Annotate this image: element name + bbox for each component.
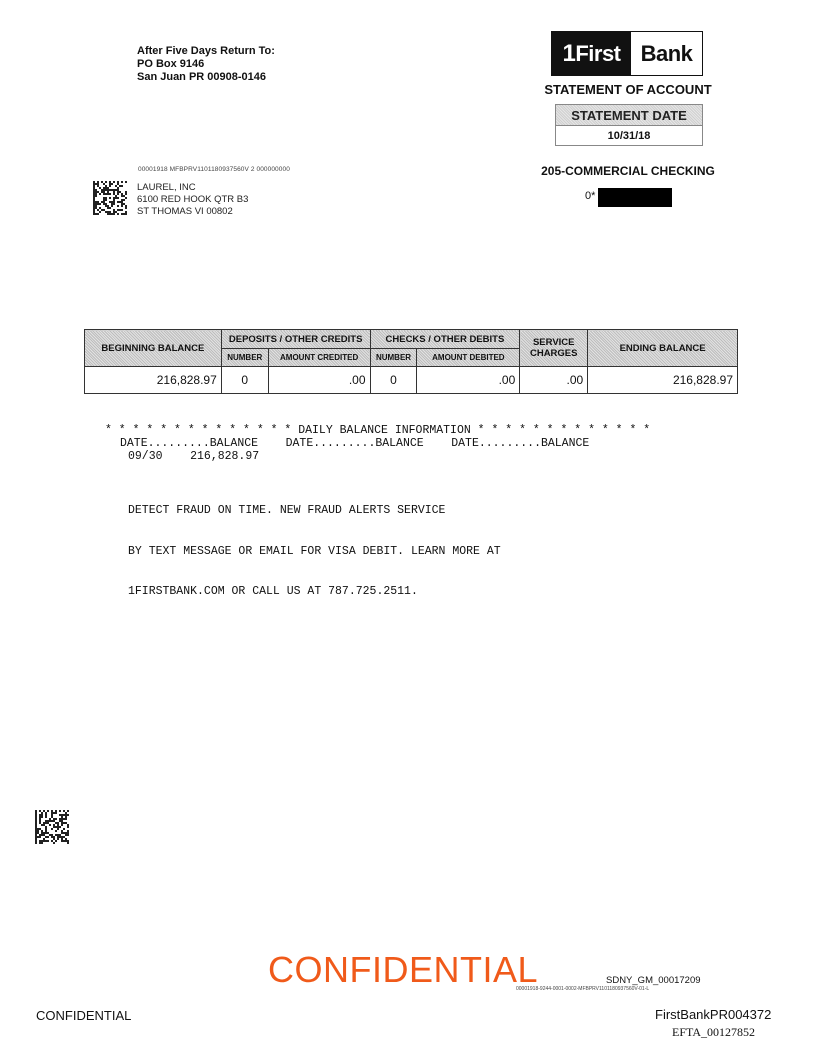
logo-word-first: First <box>575 40 621 66</box>
amount-debited-value: .00 <box>417 367 520 394</box>
statement-date-box <box>555 104 703 146</box>
deposits-number-value: 0 <box>221 367 268 394</box>
notice-line: BY TEXT MESSAGE OR EMAIL FOR VISA DEBIT. LEARN MORE AT <box>128 544 501 558</box>
confidential-stamp: CONFIDENTIAL <box>268 949 539 990</box>
daily-balance-header: DATE.........BALANCE DATE.........BALANCE DATE.........BALANCE <box>120 437 590 450</box>
account-summary-table <box>84 329 738 394</box>
return-address <box>137 45 275 84</box>
notice-line: 1FIRSTBANK.COM OR CALL US AT 787.725.2511. <box>128 585 418 598</box>
header-amount-debited: AMOUNT DEBITED <box>417 349 520 367</box>
checks-number-value: 0 <box>370 367 417 394</box>
bank-bates-number: FirstBankPR004372 <box>655 1007 772 1022</box>
statement-title: STATEMENT OF ACCOUNT <box>544 82 712 97</box>
header-checks-number: NUMBER <box>370 349 417 367</box>
return-address-line: San Juan PR 00908-0146 <box>137 71 267 83</box>
account-type: 205-COMMERCIAL CHECKING <box>541 164 715 178</box>
firstbank-logo <box>551 31 703 76</box>
account-number-redaction <box>598 188 672 207</box>
header-deposits-number: NUMBER <box>221 349 268 367</box>
addressee-city: ST THOMAS VI 00802 <box>137 206 233 217</box>
return-address-line: PO Box 9146 <box>137 58 205 70</box>
addressee-block <box>137 182 248 218</box>
header-beginning-balance: BEGINNING BALANCE <box>85 330 222 367</box>
mail-code: 00001918 MFBPRV1101180937560V 2 000000000 <box>138 166 290 173</box>
header-ending-balance: ENDING BALANCE <box>588 330 738 367</box>
logo-bank-panel <box>631 32 702 75</box>
statement-date-value: 10/31/18 <box>607 130 651 142</box>
logo-numeral: 1 <box>562 39 576 67</box>
addressee-name: LAUREL, INC <box>137 182 196 193</box>
logo-word-bank: Bank <box>640 40 693 66</box>
datamatrix-barcode-icon <box>92 180 128 216</box>
summary-values-row <box>85 367 738 394</box>
return-address-line: After Five Days Return To: <box>137 45 275 57</box>
fraud-alert-notice <box>128 477 501 612</box>
header-deposits: DEPOSITS / OTHER CREDITS <box>221 330 370 349</box>
notice-line: DETECT FRAUD ON TIME. NEW FRAUD ALERTS SERVICE <box>128 504 446 517</box>
header-service-charges-line1: SERVICE <box>532 337 575 348</box>
header-service-charges-line2: CHARGES <box>529 348 578 359</box>
sdny-bates-number: SDNY_GM_00017209 <box>606 975 701 986</box>
efta-number: EFTA_00127852 <box>672 1025 756 1039</box>
header-checks: CHECKS / OTHER DEBITS <box>370 330 520 349</box>
daily-balance-row: 09/30 216,828.97 <box>128 450 260 463</box>
service-charges-value: .00 <box>520 367 588 394</box>
confidential-label: CONFIDENTIAL <box>36 1008 132 1023</box>
account-number-prefix: 0* <box>585 190 596 202</box>
datamatrix-barcode-icon <box>34 809 70 845</box>
statement-date-label: STATEMENT DATE <box>556 105 702 126</box>
amount-credited-value: .00 <box>268 367 370 394</box>
header-service-charges <box>520 330 588 367</box>
ending-balance-value: 216,828.97 <box>588 367 738 394</box>
micro-print-line: 00001918-9244-0001-0002-MFBPRV1101180937560V-01-L <box>516 986 650 992</box>
logo-first-panel <box>552 32 631 75</box>
beginning-balance-value: 216,828.97 <box>85 367 222 394</box>
daily-balance-title: * * * * * * * * * * * * * * DAILY BALANCE INFORMATION * * * * * * * * * * * * * <box>105 424 651 437</box>
header-amount-credited: AMOUNT CREDITED <box>268 349 370 367</box>
addressee-street: 6100 RED HOOK QTR B3 <box>137 194 249 205</box>
